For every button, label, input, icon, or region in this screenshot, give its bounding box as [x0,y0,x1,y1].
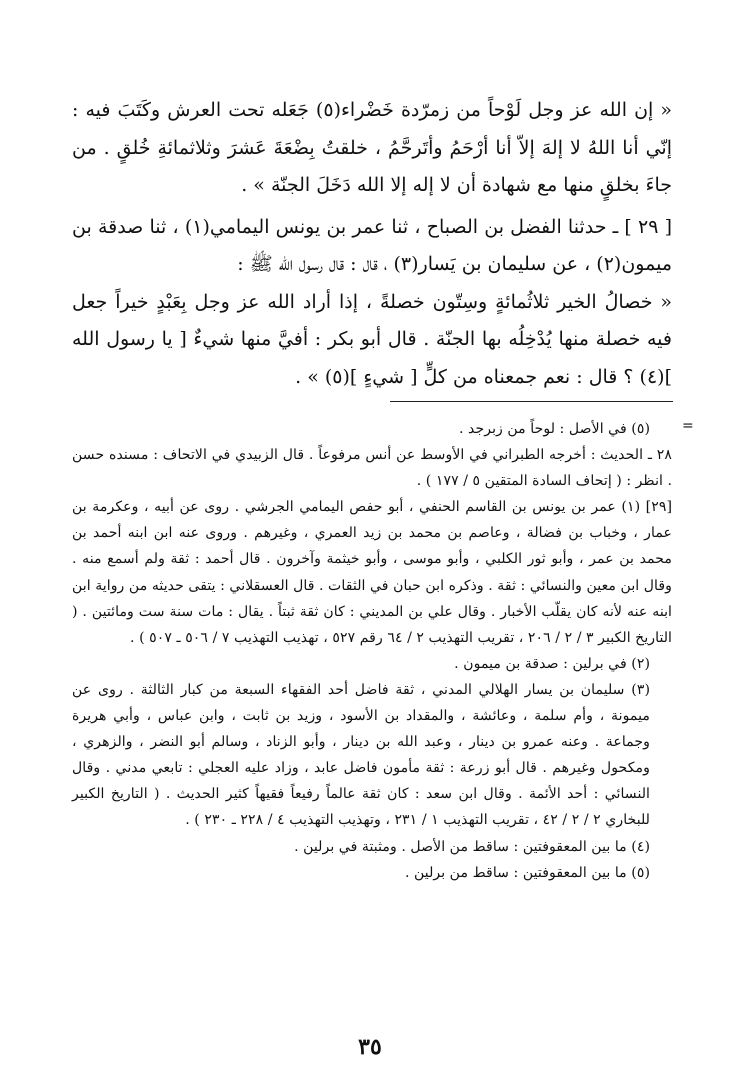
continuation-mark: = [682,418,694,434]
footnote-5b: (٥) ما بين المعقوفتين : ساقط من برلين . [404,864,650,881]
footnote-5: (٥) في الأصل : لوحاً من زبرجد . [459,421,650,437]
hadith-29-text: « خصالُ الخير ثلاثُمائةٍ وسِتّون خصلةً ، إذا أراد الله عز وجل بِعَبْدٍ خيراً جعل فيه خصلة منها يُدْخِلُه بها الجنّة . قال أبو بكر : أفيَّ منها شيءٌ [ يا رسول الله ](٤) ؟ قال : نعم جمعناه من كلٍّ [ شيءٍ ](٥) » . [72,290,672,388]
hadith-29-isnad: [ ٢٩ ] ـ حدثنا الفضل بن الصباح ، ثنا عمر بن يونس اليمامي(١) ، ثنا صدقة بن ميمون(٢) ، عن سليمان بن يَسار(٣) ، قال : قال رسول الله ﷺ : [72,215,673,275]
footnote-divider [390,401,673,402]
hadith-28-text: « إن الله عز وجل لَوْحاً من زمرّدة خَضْراء(٥) جَعَله تحت العرش وكَتَبَ فيه : إنّي أنا اللهُ لا إلهَ إلاّ أنا أرْحَمُ وأتَرحَّمُ ، خلقتُ بِضْعَةَ عَشرَ وثلاثمائةِ خُلقٍ . من جاءَ بخلقٍ منها مع شهادة أن لا إله إلا الله دَخَلَ الجنّة » . [72,99,672,196]
footnote-4: (٤) ما بين المعقوفتين : ساقط من الأصل . ومثبتة في برلين . [294,838,650,855]
footnote-3: (٣) سليمان بن يسار الهلالي المدني ، ثقة فاضل أحد الفقهاء السبعة من كبار الثالثة . روى عن ميمونة ، وأم سلمة ، وعائشة ، والمقداد بن الأسود ، وزيد بن ثابت ، وابن عباس ، وأبي هريرة وجماعة . وعنه عمرو بن دينار ، وعبد الله بن دينار ، وأبو الزناد ، وسالم أبو النضر ، والزهري ، ومكحول وغيرهم . قال أبو زرعة : ثقة مأمون فاضل عابد ، وزاد عليه العجلي : تابعي مدني . وقال النسائي : أحد الأئمة . وقال ابن سعد : كان ثقة عالماً رفيعاً فقيهاً كثير الحديث . ( التاريخ الكبير للبخاري ٢ / ٢ / ٤٢ ، تقريب التهذيب ١ / ٢٣١ ، وتهذيب التهذيب ٤ / ٢٢٨ ـ ٢٣٠ ) . [72,681,650,829]
page-number: ٣٥ [358,1034,382,1060]
footnote-28: ٢٨ ـ الحديث : أخرجه الطبراني في الأوسط عن أنس مرفوعاً . قال الزبيدي في الاتحاف : مسنده حسن . انظر : ( إتحاف السادة المتقين ٥ / ١٧٧ ) . [72,447,672,490]
main-text [72,92,672,396]
footnote-2: (٢) في برلين : صدقة بن ميمون . [454,655,650,672]
footnotes [72,416,672,886]
footnote-29-1: [٢٩] (١) عمر بن يونس بن القاسم الحنفي ، أبو حفص اليمامي الجرشي . روى عن أبيه ، وعكرمة بن عمار ، وخباب بن فضالة ، وعاصم بن محمد بن زيد العمري ، وغيرهم . وروى عنه ابن ابنه أحمد بن محمد بن عمر ، وأبو ثور الكلبي ، وأبو موسى ، وأبو خيثمة وآخرون . قال أحمد : ثقة ولم أسمع منه . وقال ابن معين والنسائي : ثقة . وذكره ابن حبان في الثقات . قال العسقلاني : يتقى حديثه من رواية ابن ابنه عنه لأنه كان يقلّب الأخبار . وقال علي بن المديني : كان ثقة ثبتاً . يقال : مات سنة ست ومائتين . ( التاريخ الكبير ٣ / ٢ / ٢٠٦ ، تقريب التهذيب ٢ / ٦٤ رقم ٥٢٧ ، تهذيب التهذيب ٧ / ٥٠٦ ـ ٥٠٧ ) . [72,499,672,646]
